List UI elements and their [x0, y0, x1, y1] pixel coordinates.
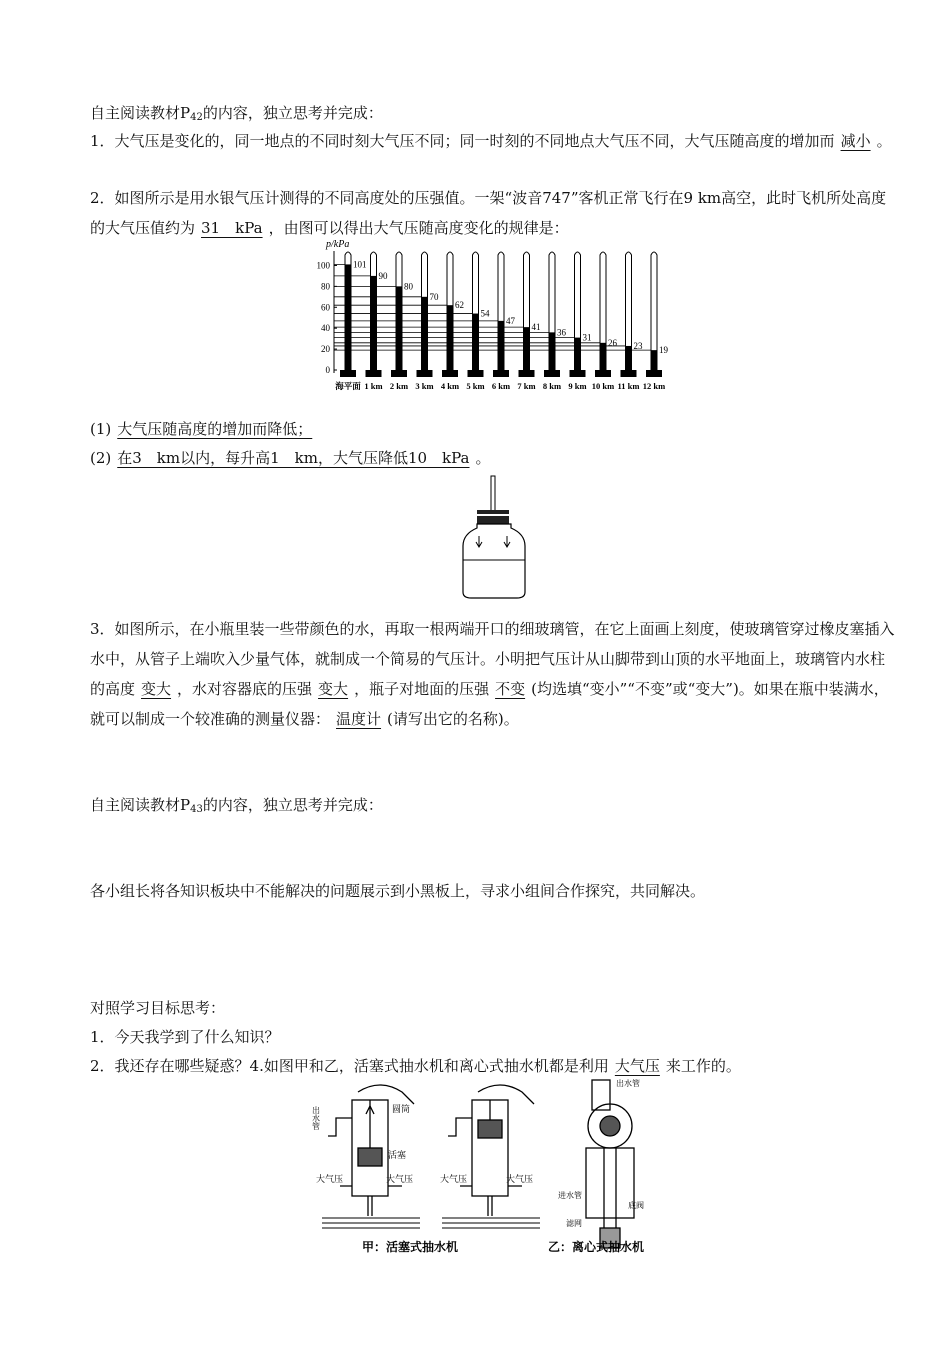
mercury-bar	[651, 350, 657, 370]
barometer-tube	[493, 252, 516, 377]
mercury-dish	[544, 370, 560, 377]
mercury-dish	[340, 370, 356, 377]
caption-piston-pump: 甲：活塞式抽水机	[362, 1240, 459, 1254]
rule-2: (2) 在3 km以内，每升高1 km，大气压降低10 kPa 。	[90, 449, 491, 467]
x-tick-label: 8 km	[542, 381, 562, 391]
label-valve: 底阀	[628, 1201, 644, 1210]
label-outlet: 出水管	[616, 1079, 640, 1088]
centrifugal-pump	[586, 1080, 634, 1248]
barometer-tube	[442, 252, 464, 377]
x-tick-label: 3 km	[415, 381, 434, 391]
value-label: 31	[582, 332, 592, 343]
label-atm-1: 大气压	[316, 1174, 344, 1184]
mercury-bar	[345, 264, 351, 370]
label-outlet-left: 出水管	[311, 1106, 321, 1130]
barometer-tube	[468, 252, 491, 377]
mercury-dish	[570, 370, 586, 377]
section2-intro: 自主阅读教材$P_{43}$的内容，独立思考并完成：	[90, 796, 383, 815]
value-label: 70	[429, 291, 439, 302]
caption-centrifugal-pump: 乙：离心式抽水机	[548, 1240, 645, 1254]
barometer-tube	[595, 252, 618, 377]
question-1: 1．大气压是变化的，同一地点的不同时刻大气压不同；同一时刻的不同地点大气压不同，大气压随高度的增加而 减小 。	[90, 132, 892, 150]
mercury-bar	[524, 327, 530, 370]
value-label: 90	[378, 270, 388, 281]
label-atm-3: 大气压	[440, 1174, 468, 1184]
bottle-barometer-figure	[455, 474, 535, 604]
answer-4: 大气压	[614, 1057, 660, 1075]
barometer-tube	[340, 252, 367, 377]
label-filter: 滤网	[566, 1219, 582, 1228]
barometer-tube	[366, 252, 389, 377]
x-tick-label: 12 km	[642, 381, 666, 391]
value-label: 80	[404, 281, 413, 292]
mercury-dish	[621, 370, 637, 377]
bottle	[463, 524, 525, 598]
mercury-dish	[417, 370, 433, 377]
x-tick-label: 10 km	[591, 381, 615, 391]
answer-3d: 温度计	[336, 710, 382, 728]
mercury-bar	[396, 286, 402, 370]
value-label: 23	[633, 340, 643, 351]
label-atm-4: 大气压	[506, 1174, 534, 1184]
mercury-dish	[519, 370, 535, 377]
reflect-item-1: 1．今天我学到了什么知识？	[90, 1028, 280, 1046]
barometer-tube	[570, 252, 592, 377]
mercury-bar	[447, 305, 453, 370]
value-label: 62	[455, 300, 464, 311]
mercury-dish	[391, 370, 407, 377]
barometer-tube	[519, 252, 541, 377]
barometer-tube	[417, 252, 440, 377]
barometer-chart	[300, 237, 680, 395]
value-label: 41	[531, 322, 541, 333]
reflect-title: 对照学习目标思考：	[90, 999, 226, 1017]
mercury-bar	[600, 343, 606, 370]
barometer-tube	[544, 252, 567, 377]
mercury-dish	[468, 370, 484, 377]
mercury-bar	[549, 332, 555, 370]
y-tick-label: 80	[321, 281, 330, 292]
barometer-tube	[391, 252, 414, 377]
piston-pump-2	[448, 1085, 534, 1216]
rule-2-answer: 在3 km以内，每升高1 km，大气压降低10 kPa	[117, 449, 470, 467]
x-tick-label: 1 km	[364, 381, 383, 391]
label-inlet: 进水管	[558, 1191, 582, 1200]
section1-intro: 自主阅读教材$P_{42}$的内容，独立思考并完成：	[90, 104, 383, 123]
y-tick-label: 60	[321, 302, 330, 313]
answer-3a: 变大	[141, 680, 172, 698]
value-label: 101	[353, 259, 367, 270]
mercury-dish	[442, 370, 458, 377]
answer-3c: 不变	[495, 680, 526, 698]
x-tick-label: 6 km	[491, 381, 511, 391]
chart-ylabel: p/kPa	[326, 239, 350, 250]
label-atm-2: 大气压	[386, 1174, 414, 1184]
x-tick-label: 2 km	[389, 381, 409, 391]
mercury-bar	[575, 338, 581, 370]
label-cylinder: 圆筒	[392, 1104, 411, 1114]
mercury-bar	[626, 346, 632, 370]
x-tick-label: 9 km	[568, 381, 587, 391]
barometer-tube	[646, 252, 669, 377]
mercury-bar	[371, 276, 377, 370]
y-tick-label: 100	[316, 260, 330, 271]
mercury-dish	[646, 370, 662, 377]
y-tick-label: 20	[321, 344, 330, 355]
value-label: 47	[506, 315, 515, 326]
mercury-dish	[595, 370, 611, 377]
x-tick-label: 海平面	[335, 381, 361, 391]
question-3: 3．如图所示，在小瓶里装一些带颜色的水，再取一根两端开口的细玻璃管，在它上面画上刻度，使玻璃管穿过橡皮塞插入水中，从管子上端吹入少量气体，就制成一个简易的气压计。小明把气压计从山脚带到山顶的水平地面上，玻璃管内水柱的高度 变大 ，水对容器底的压强 变大 ，瓶子对地面的压强 不变 (均选填“变小”“不变”或“变大”)。如果在瓶中装满水，就可以制成一个较准确的测量仪器： 温度计 (请写出它的名称)。	[90, 620, 895, 728]
y-tick-label: 0	[325, 365, 330, 375]
rule-1: (1) 大气压随高度的增加而降低；	[90, 414, 896, 444]
barometer-tube	[621, 252, 644, 377]
mercury-bar	[473, 314, 479, 370]
reflect-item-2: 2．我还存在哪些疑惑？4.如图甲和乙，活塞式抽水机和离心式抽水机都是利用 大气压 来工作的。	[90, 1057, 741, 1075]
y-tick-label: 40	[321, 323, 330, 334]
x-tick-label: 11 km	[617, 381, 640, 391]
mercury-dish	[493, 370, 509, 377]
answer-3b: 变大	[318, 680, 349, 698]
rubber-stopper	[477, 510, 509, 524]
value-label: 19	[659, 345, 668, 356]
value-label: 54	[480, 308, 490, 319]
mercury-bar	[422, 297, 428, 370]
label-piston: 活塞	[388, 1150, 407, 1160]
value-label: 36	[557, 327, 566, 338]
answer-2: 31 kPa	[201, 219, 263, 237]
value-label: 26	[608, 337, 617, 348]
x-tick-label: 5 km	[466, 381, 485, 391]
x-tick-label: 7 km	[517, 381, 536, 391]
rule-1-answer: 大气压随高度的增加而降低；	[117, 420, 313, 438]
question-2: 2．如图所示是用水银气压计测得的不同高度处的压强值。一架“波音747”客机正常飞行在9 km高空，此时飞机所处高度的大气压值约为 31 kPa ，由图可以得出大气压随高度变化的规律是：	[90, 189, 887, 237]
answer-1: 减小	[840, 132, 871, 150]
mercury-bar	[498, 321, 504, 370]
pumps-figure	[310, 1078, 670, 1256]
group-discussion: 各小组长将各知识板块中不能解决的问题展示到小黑板上，寻求小组间合作探究，共同解决。	[90, 882, 706, 900]
mercury-dish	[366, 370, 382, 377]
x-tick-label: 4 km	[440, 381, 460, 391]
